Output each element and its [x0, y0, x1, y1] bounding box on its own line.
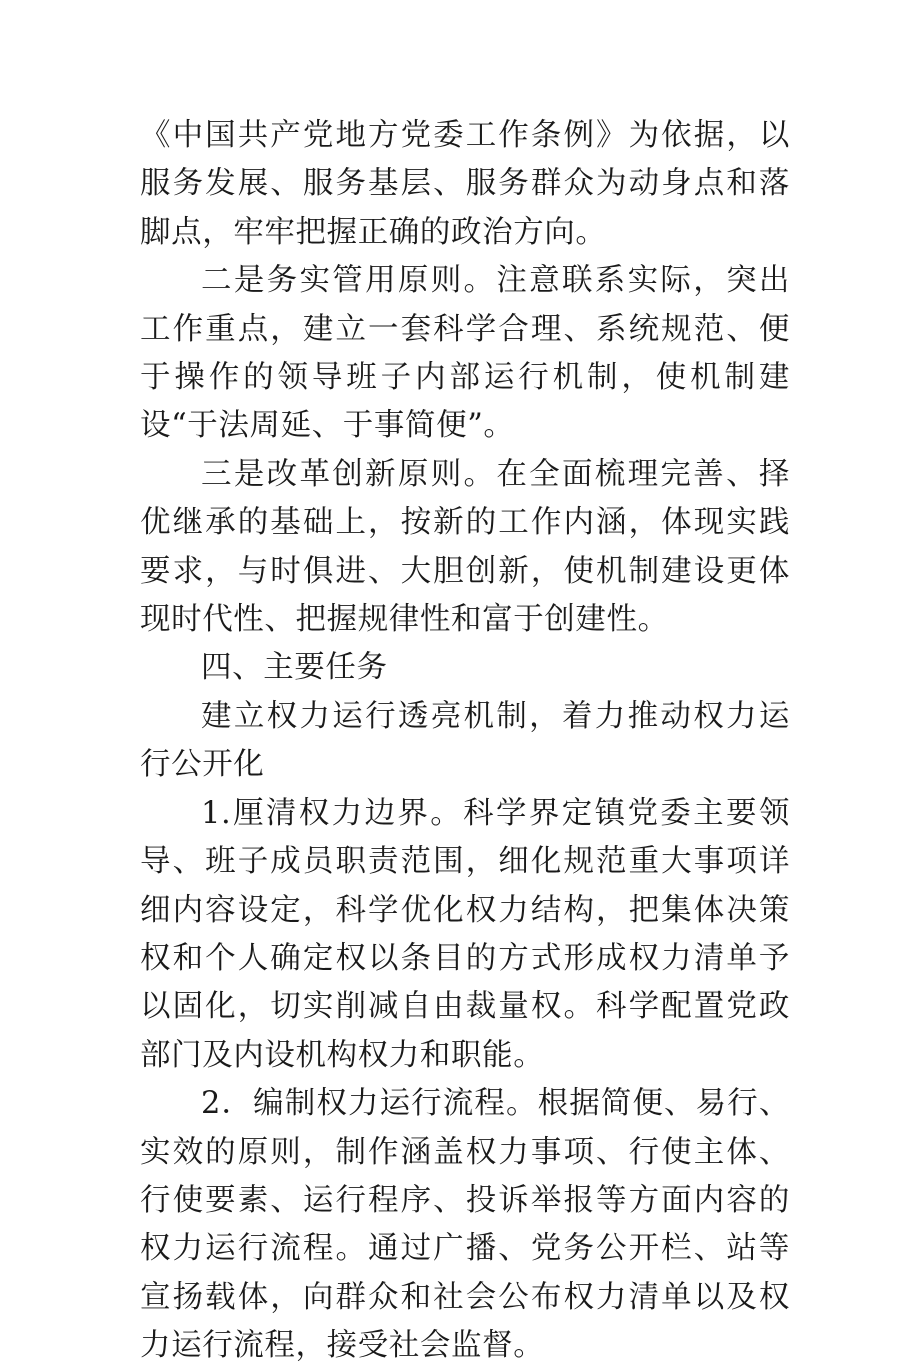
paragraph-item-1: 1.厘清权力边界。科学界定镇党委主要领导、班子成员职责范围，细化规范重大事项详细内容设定，科学优化权力结构，把集体决策权和个人确定权以条目的方式形成权力清单予以固化，切实削减自由裁量权。科学配置党政部门及内设机构权力和职能。	[140, 795, 790, 1073]
paragraph-principle-two: 二是务实管用原则。注意联系实际，突出工作重点，建立一套科学合理、系统规范、便于操作的领导班子内部运行机制，使机制建设“于法周延、于事简便”。	[140, 263, 790, 444]
paragraph-opening-continuation: 《中国共产党地方党委工作条例》为依据，以服务发展、服务基层、服务群众为动身点和落脚点，牢牢把握正确的政治方向。	[140, 118, 790, 250]
section-heading-main-tasks: 四、主要任务	[201, 650, 388, 686]
document-body	[140, 112, 790, 1364]
paragraph-item-2: 2．编制权力运行流程。根据简便、易行、实效的原则，制作涵盖权力事项、行使主体、行使要素、运行程序、投诉举报等方面内容的权力运行流程。通过广播、党务公开栏、站等宣扬载体，向群众和社会公布权力清单以及权力运行流程，接受社会监督。	[140, 1086, 790, 1364]
paragraph-principle-three: 三是改革创新原则。在全面梳理完善、择优继承的基础上，按新的工作内涵，体现实践要求，与时俱进、大胆创新，使机制建设更体现时代性、把握规律性和富于创建性。	[140, 456, 790, 638]
subsection-heading-transparency: 建立权力运行透亮机制，着力推动权力运行公开化	[140, 698, 790, 783]
